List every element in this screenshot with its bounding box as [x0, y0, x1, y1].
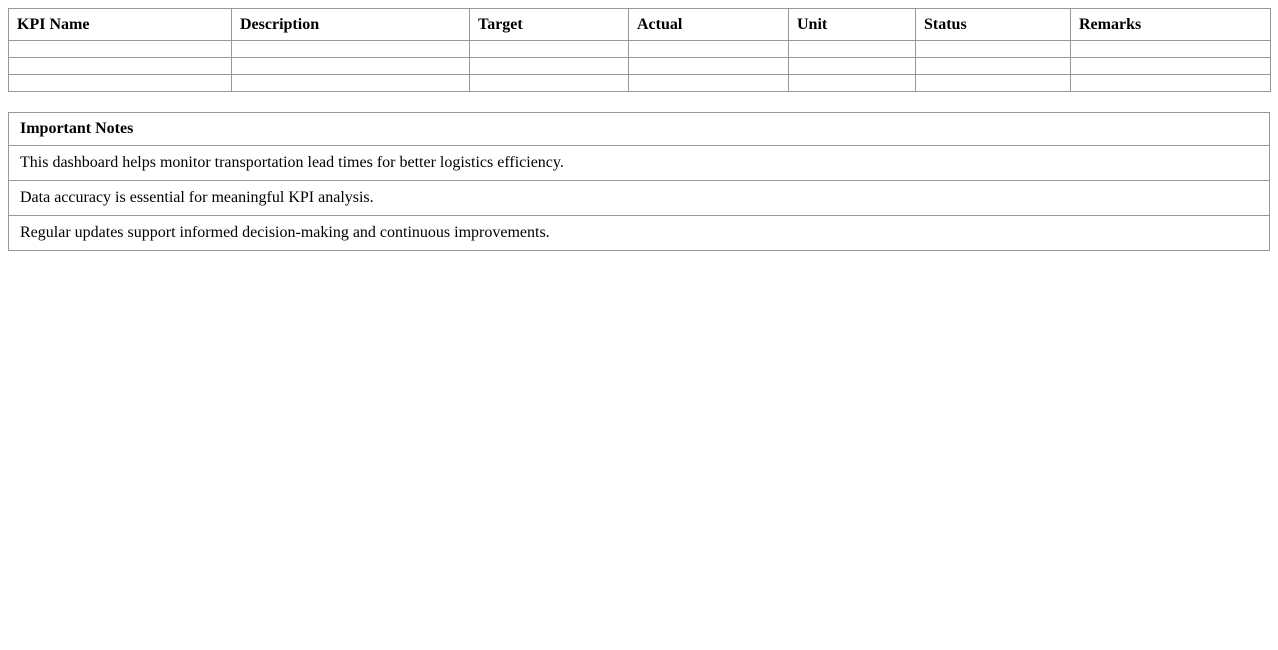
kpi-empty-cell — [9, 75, 232, 92]
kpi-empty-cell — [789, 58, 916, 75]
kpi-empty-row — [9, 75, 1271, 92]
kpi-table — [8, 8, 1271, 92]
kpi-empty-cell — [232, 58, 470, 75]
kpi-empty-cell — [916, 58, 1071, 75]
kpi-empty-row — [9, 41, 1271, 58]
kpi-empty-cell — [1071, 58, 1271, 75]
kpi-empty-cell — [9, 41, 232, 58]
note-item: Regular updates support informed decision-making and continuous improvements. — [9, 216, 1270, 251]
kpi-empty-cell — [789, 41, 916, 58]
notes-title-row — [9, 113, 1270, 146]
note-item: This dashboard helps monitor transportation lead times for better logistics efficiency. — [9, 146, 1270, 181]
column-header-unit: Unit — [789, 9, 916, 41]
kpi-empty-cell — [1071, 41, 1271, 58]
kpi-empty-cell — [629, 41, 789, 58]
notes-table — [8, 112, 1270, 251]
kpi-empty-cell — [232, 75, 470, 92]
kpi-empty-cell — [470, 58, 629, 75]
column-header-status: Status — [916, 9, 1071, 41]
kpi-empty-cell — [916, 41, 1071, 58]
kpi-empty-cell — [232, 41, 470, 58]
column-header-actual: Actual — [629, 9, 789, 41]
kpi-empty-cell — [629, 75, 789, 92]
kpi-empty-cell — [1071, 75, 1271, 92]
note-item-row — [9, 146, 1270, 181]
column-header-kpi-name: KPI Name — [9, 9, 232, 41]
note-item-row — [9, 181, 1270, 216]
kpi-empty-cell — [470, 75, 629, 92]
kpi-empty-cell — [916, 75, 1071, 92]
column-header-remarks: Remarks — [1071, 9, 1271, 41]
kpi-header-row — [9, 9, 1271, 41]
column-header-target: Target — [470, 9, 629, 41]
kpi-empty-cell — [789, 75, 916, 92]
notes-title: Important Notes — [9, 113, 1270, 146]
kpi-empty-row — [9, 58, 1271, 75]
note-item-row — [9, 216, 1270, 251]
kpi-empty-cell — [470, 41, 629, 58]
kpi-empty-cell — [629, 58, 789, 75]
column-header-description: Description — [232, 9, 470, 41]
note-item: Data accuracy is essential for meaningful KPI analysis. — [9, 181, 1270, 216]
kpi-empty-cell — [9, 58, 232, 75]
